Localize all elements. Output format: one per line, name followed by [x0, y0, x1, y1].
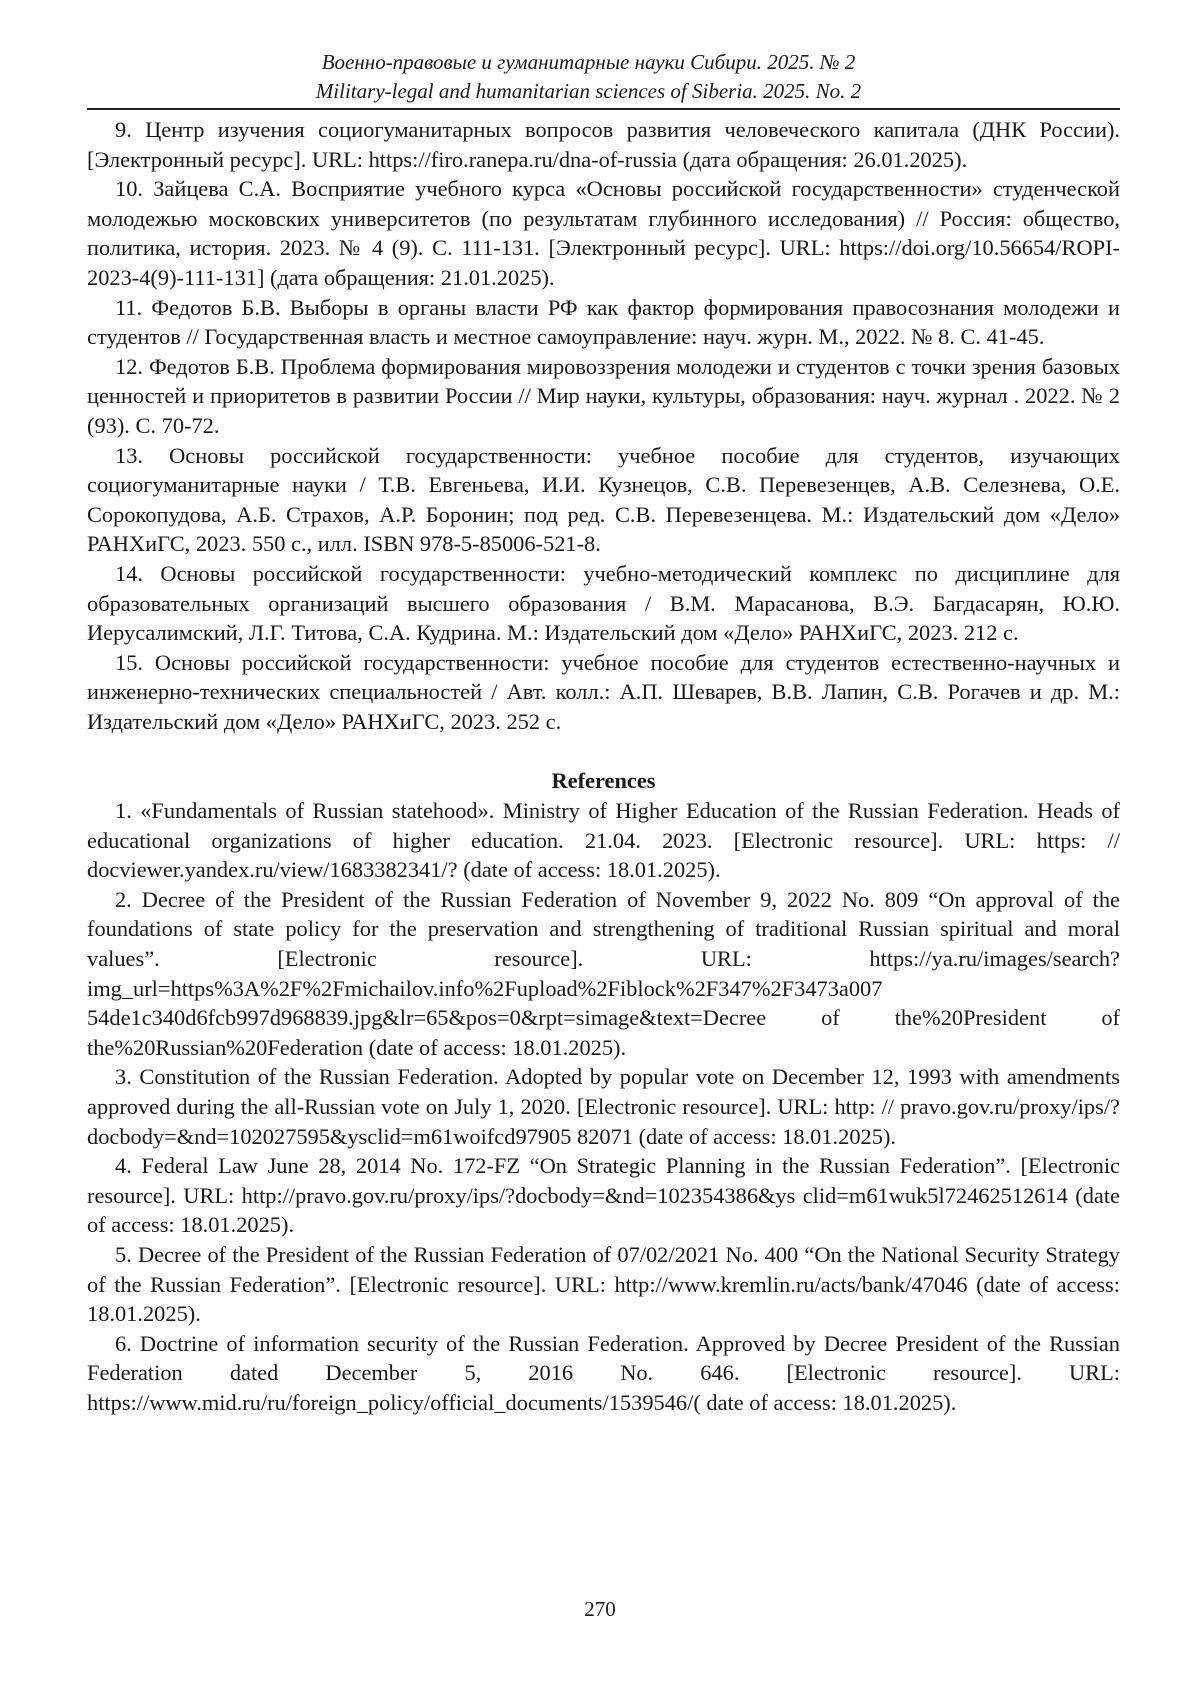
english-reference-list: [87, 796, 1120, 1417]
reference-item: 1. «Fundamentals of Russian statehood». Ministry of Higher Education of the Russian Federation. Heads of educational organizations of higher education. 21.04. 2023. [Electronic resource]. URL: https: // docviewer.yandex.ru/view/1683382341/? (date of access: 18.01.2025).: [87, 798, 1120, 883]
page: [87, 48, 1120, 1418]
page-number: 270: [584, 1597, 616, 1621]
journal-title-ru: Военно-правовые и гуманитарные науки Сибири. 2025. № 2: [321, 50, 856, 74]
reference-item: 4. Federal Law June 28, 2014 No. 172-FZ “On Strategic Planning in the Russian Federation”. [Electronic resource]. URL: http://pravo.gov.ru/proxy/ips/?docbody=&nd=102354386&ys clid=m61wuk5l72462512614 (date of access: 18.01.2025).: [87, 1153, 1120, 1238]
reference-item: 13. Основы российской государственности: учебное пособие для студентов, изучающих социогуманитарные науки / Т.В. Евгеньева, И.И. Кузнецов, С.В. Перевезенцев, А.В. Селезнева, О.Е. Сорокопудова, А.Б. Страхов, А.Р. Боронин; под ред. С.В. Перевезенцева. М.: Издательский дом «Дело» РАНХиГС, 2023. 550 с., илл. ISBN 978-5-85006-521-8.: [87, 442, 1120, 557]
reference-item: 9. Центр изучения социогуманитарных вопросов развития человеческого капитала (ДНК России). [Электронный ресурс]. URL: https://firo.ranepa.ru/dna-of-russia (дата обращения: 26.01.2025).: [87, 117, 1120, 172]
reference-item: 3. Constitution of the Russian Federation. Adopted by popular vote on December 12, 1993 with amendments approved during the all-Russian vote on July 1, 2020. [Electronic resource]. URL: http: // pravo.gov.ru/proxy/ips/?docbody=&nd=102027595&ysclid=m61woifcd97905 82071 (date of access: 18.01.2025).: [87, 1064, 1120, 1149]
reference-item: 12. Федотов Б.В. Проблема формирования мировоззрения молодежи и студентов с точки зрения базовых ценностей и приоритетов в развитии России // Мир науки, культуры, образования: науч. журнал . 2022. № 2 (93). С. 70-72.: [87, 353, 1120, 438]
reference-item: 10. Зайцева С.А. Восприятие учебного курса «Основы российской государственности» студенческой молодежью московских университетов (по результатам глубинного исследования) // Россия: общество, политика, история. 2023. № 4 (9). С. 111-131. [Электронный ресурс]. URL: https://doi.org/10.56654/ROPI-2023-4(9)-111-131] (дата обращения: 21.01.2025).: [87, 176, 1120, 290]
running-header: [87, 48, 1120, 106]
references-heading: References: [551, 768, 656, 794]
reference-item: 15. Основы российской государственности: учебное пособие для студентов естественно-научных и инженерно-технических специальностей / Авт. колл.: А.П. Шеварев, В.В. Лапин, С.В. Рогачев и др. М.: Издательский дом «Дело» РАНХиГС, 2023. 252 с.: [87, 649, 1120, 734]
reference-item: 6. Doctrine of information security of the Russian Federation. Approved by Decree President of the Russian Federation dated December 5, 2016 No. 646. [Electronic resource]. URL: https://www.mid.ru/ru/foreign_policy/official_documents/1539546/( date of access: 18.01.2025).: [87, 1330, 1120, 1415]
journal-title-en: Military-legal and humanitarian sciences of Siberia. 2025. No. 2: [315, 79, 862, 103]
header-divider: [87, 108, 1120, 110]
russian-reference-list: [87, 115, 1120, 736]
reference-item: 2. Decree of the President of the Russian Federation of November 9, 2022 No. 809 “On approval of the foundations of state policy for the preservation and strengthening of traditional Russian spiritual and moral values”. [Electronic resource]. URL: https://ya.ru/images/search?img_url=https%3A%2F%2Fmichailov.info%2Fupload%2Fiblock%2F347%2F3473a007 54de1c340d6fcb997d968839.jpg&lr=65&pos=0&rpt=simage&text=Decree of the%20President of the%20Russian%20Federation (date of access: 18.01.2025).: [87, 886, 1120, 1060]
reference-item: 11. Федотов Б.В. Выборы в органы власти РФ как фактор формирования правосознания молодежи и студентов // Государственная власть и местное самоуправление: науч. журн. М., 2022. № 8. С. 41-45.: [87, 294, 1120, 350]
reference-item: 5. Decree of the President of the Russian Federation of 07/02/2021 No. 400 “On the National Security Strategy of the Russian Federation”. [Electronic resource]. URL: http://www.kremlin.ru/acts/bank/47046 (date of access: 18.01.2025).: [87, 1241, 1120, 1327]
reference-item: 14. Основы российской государственности: учебно-методический комплекс по дисциплине для образовательных организаций высшего образования / В.М. Марасанова, В.Э. Багдасарян, Ю.Ю. Иерусалимский, Л.Г. Титова, С.А. Кудрина. М.: Издательский дом «Дело» РАНХиГС, 2023. 212 с.: [87, 560, 1120, 646]
